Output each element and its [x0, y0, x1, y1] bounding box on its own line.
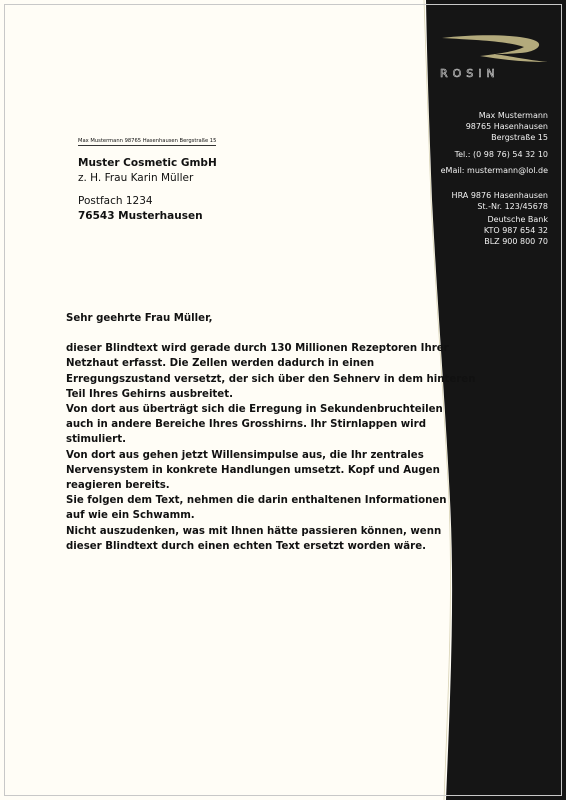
sidebar-blz: BLZ 900 800 70 — [484, 237, 548, 246]
letter-salutation: Sehr geehrte Frau Müller, — [66, 313, 213, 324]
letter-line: Von dort aus gehen jetzt Willensimpulse aus, die Ihr zentrales — [66, 449, 424, 461]
sidebar-street: Bergstraße 15 — [491, 133, 548, 142]
letter-line: Teil Ihres Gehirns ausbreitet. — [66, 388, 233, 400]
logo-text: ROSIN — [440, 67, 500, 80]
recipient-city: 76543 Musterhausen — [78, 210, 203, 222]
sidebar-register-line: HRA 9876 Hasenhausen — [451, 191, 548, 200]
letter-line: stimuliert. — [66, 434, 126, 446]
letter-body — [66, 311, 476, 554]
sidebar-email: eMail: mustermann@lol.de — [440, 166, 548, 175]
recipient-address — [78, 156, 217, 224]
letter-line: auf wie ein Schwamm. — [66, 510, 195, 522]
sidebar-register — [452, 190, 548, 212]
sidebar-bank — [484, 214, 548, 247]
letter-line: Netzhaut erfasst. Die Zellen werden dadurch in einen — [66, 358, 375, 370]
recipient-company: Muster Cosmetic GmbH — [78, 157, 217, 169]
recipient-postbox: Postfach 1234 — [78, 195, 153, 207]
letter-line: auch in andere Bereiche Ihres Grosshirns. Ihr Stirnlappen wird — [66, 419, 426, 431]
letter-line: Erregungszustand versetzt, der sich über den Sehnerv in dem hinteren — [66, 373, 476, 385]
letter-line: dieser Blindtext durch einen echten Text ersetzt worden wäre. — [66, 540, 426, 552]
letter-line: Von dort aus überträgt sich die Erregung in Sekundenbruchteilen — [66, 404, 443, 416]
letter-line: Nervensystem in konkrete Handlungen umsetzt. Kopf und Augen — [66, 464, 440, 476]
sidebar-name: Max Mustermann — [478, 111, 548, 120]
letter-line: Sie folgen dem Text, nehmen die darin enthaltenen Informationen — [66, 495, 447, 507]
swoosh-r-logo-icon — [436, 32, 554, 80]
logo-swoosh — [442, 35, 548, 62]
sidebar-bank-name: Deutsche Bank — [487, 215, 548, 224]
letter-line: reagieren bereits. — [66, 480, 170, 492]
sidebar-tax-line: St.-Nr. 123/45678 — [477, 202, 548, 211]
sidebar-phone: Tel.: (0 98 76) 54 32 10 — [454, 150, 548, 159]
sender-return-line: Max Mustermann 98765 Hasenhausen Bergstraße 15 — [78, 138, 217, 144]
sidebar-account: KTO 987 654 32 — [483, 226, 548, 235]
sidebar-address — [466, 110, 548, 143]
letter-line: Nicht auszudenken, was mit Ihnen hätte passieren können, wenn — [66, 525, 442, 537]
sidebar-city: 98765 Hasenhausen — [465, 122, 548, 131]
recipient-attention: z. H. Frau Karin Müller — [78, 172, 194, 184]
letter-line: dieser Blindtext wird gerade durch 130 Millionen Rezeptoren Ihrer — [66, 343, 449, 355]
